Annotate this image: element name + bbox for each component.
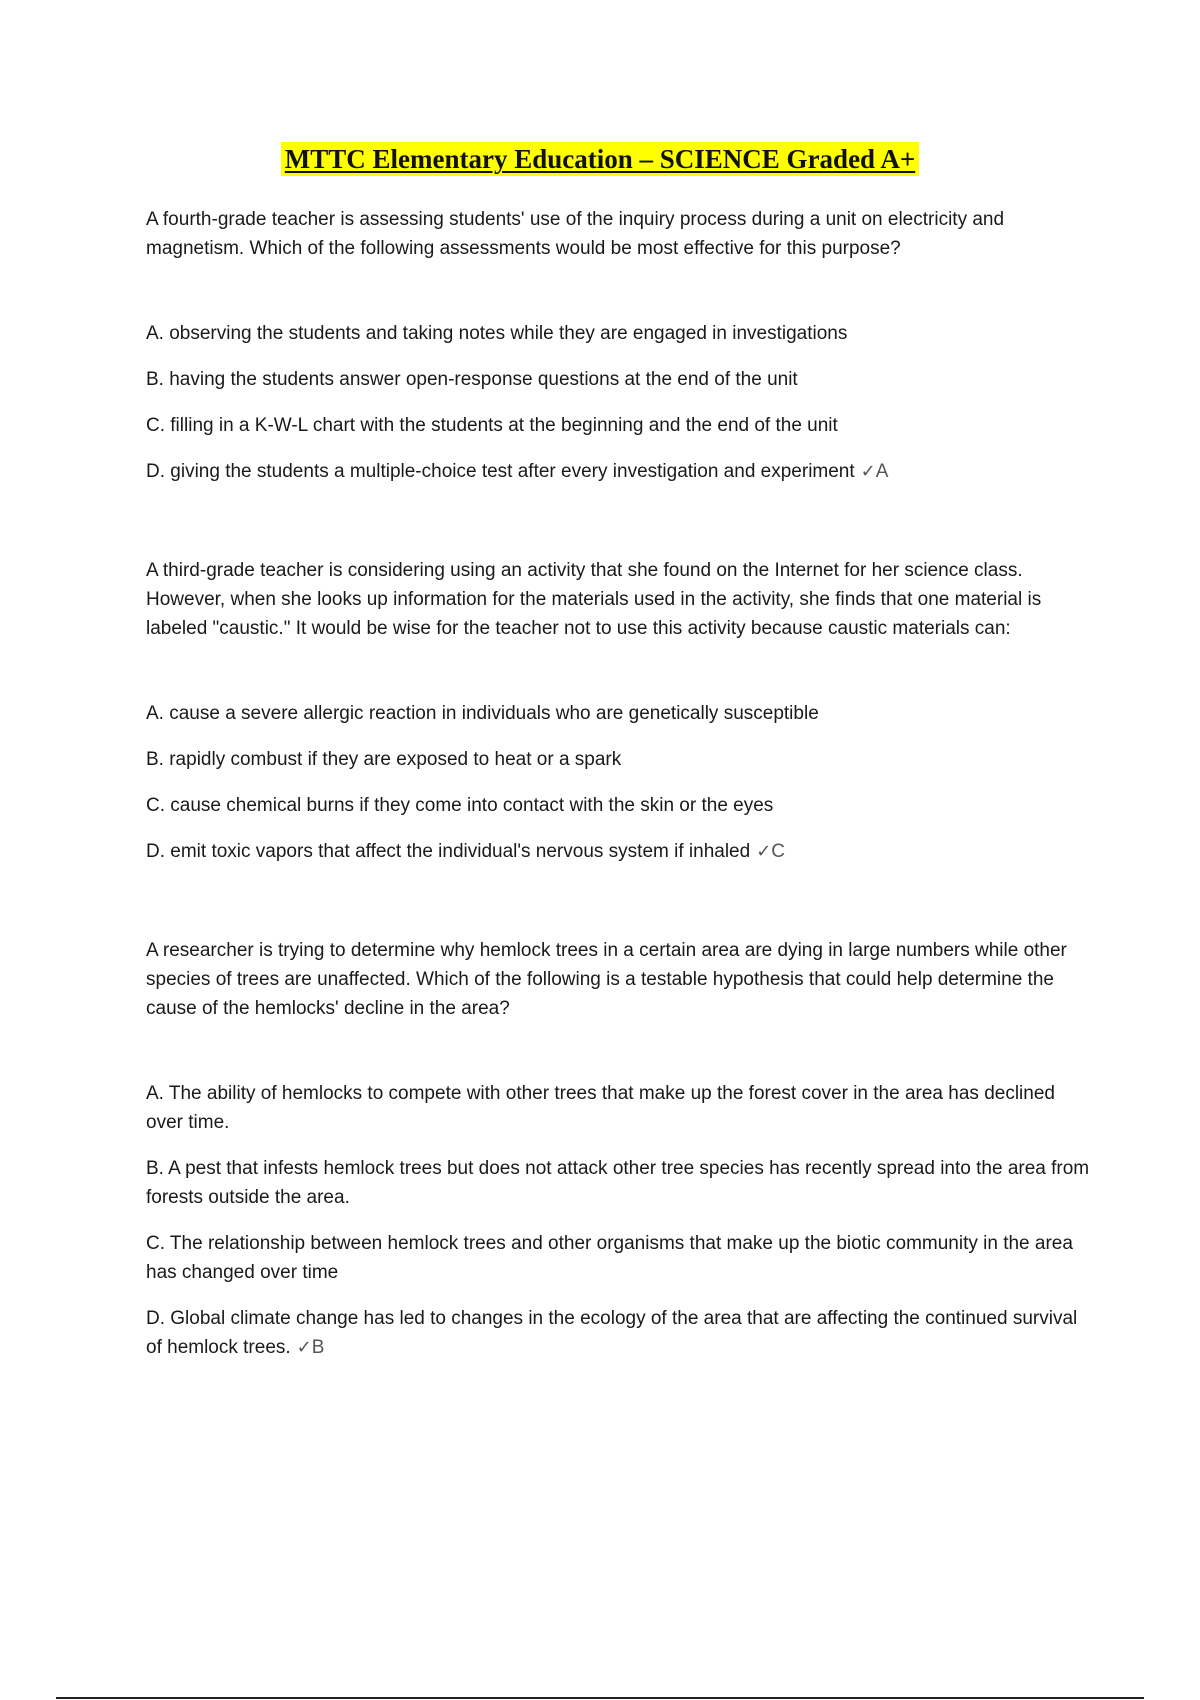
question-2-options [146,699,1096,866]
option-2d-text: D. emit toxic vapors that affect the individual's nervous system if inhaled [146,841,751,862]
answer-letter: B [311,1337,325,1358]
answer-marker [756,837,785,866]
page-title: MTTC Elementary Education – SCIENCE Graded A+ [281,142,919,176]
option-1d [146,457,1096,486]
check-icon: ✓ [296,1337,312,1357]
question-1-text: A fourth-grade teacher is assessing students' use of the inquiry process during a unit on electricity and magnetism. Which of the following assessments would be most effective for this purpose? [146,209,1005,259]
option-2b: B. rapidly combust if they are exposed to heat or a spark [146,749,622,770]
option-1c: C. filling in a K-W-L chart with the students at the beginning and the end of the unit [146,415,838,436]
question-3-text: A researcher is trying to determine why hemlock trees in a certain area are dying in large numbers while other species of trees are unaffected. Which of the following is a testable hypothesis that could help determine the cause of the hemlocks' decline in the area? [146,940,1067,1019]
page-bottom-rule [56,1697,1144,1699]
option-1d-text: D. giving the students a multiple-choice test after every investigation and experiment [146,461,855,482]
document-body [146,205,1096,1432]
option-3d [146,1304,1096,1362]
check-icon: ✓ [860,461,876,481]
question-3-options [146,1079,1096,1362]
option-2a: A. cause a severe allergic reaction in individuals who are genetically susceptible [146,703,819,724]
option-3d-text: D. Global climate change has led to changes in the ecology of the area that are affecting the continued survival of hemlock trees. [146,1308,1078,1358]
option-1a: A. observing the students and taking notes while they are engaged in investigations [146,323,848,344]
option-2d [146,837,1096,866]
check-icon: ✓ [756,841,772,861]
option-1b: B. having the students answer open-response questions at the end of the unit [146,369,798,390]
option-2c: C. cause chemical burns if they come into contact with the skin or the eyes [146,795,774,816]
title-block [0,142,1200,176]
question-2-text: A third-grade teacher is considering using an activity that she found on the Internet for her science class. However, when she looks up information for the materials used in the activity, she finds that one material is labeled "caustic." It would be wise for the teacher not to use this activity because caustic materials can: [146,560,1042,639]
answer-letter: C [771,841,786,862]
answer-letter: A [875,461,889,482]
answer-marker [297,1333,325,1362]
option-3a: A. The ability of hemlocks to compete with other trees that make up the forest cover in the area has declined over time. [146,1083,1055,1133]
option-3c: C. The relationship between hemlock trees and other organisms that make up the biotic community in the area has changed over time [146,1233,1073,1283]
option-3b: B. A pest that infests hemlock trees but does not attack other tree species has recently spread into the area from forests outside the area. [146,1158,1090,1208]
question-1-options [146,319,1096,486]
answer-marker [861,457,889,486]
